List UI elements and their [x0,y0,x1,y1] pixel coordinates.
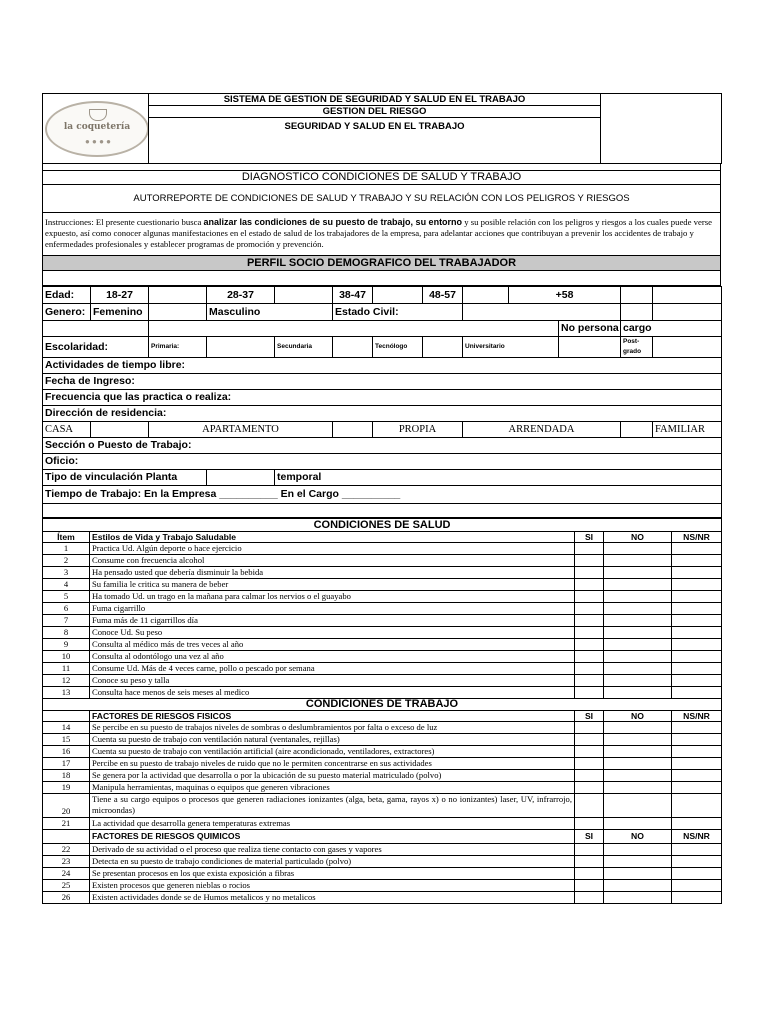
no-answer-cell[interactable] [604,879,672,891]
nsnr-answer-cell[interactable] [672,891,722,903]
question-text: Su familia le critica su manera de beber [90,578,575,590]
si-header-3: SI [575,829,604,843]
question-number: 21 [43,817,90,829]
si-answer-cell[interactable] [575,590,604,602]
nsnr-answer-cell[interactable] [672,721,722,733]
no-header: NO [604,531,672,542]
header-table [42,93,722,164]
nsnr-answer-cell[interactable] [672,662,722,674]
form-sheet [42,93,721,904]
si-answer-cell[interactable] [575,662,604,674]
nsnr-answer-cell[interactable] [672,542,722,554]
question-row [43,674,722,686]
nsnr-answer-cell[interactable] [672,590,722,602]
si-answer-cell[interactable] [575,626,604,638]
health-table [42,518,722,904]
no-answer-cell[interactable] [604,638,672,650]
technologist-option[interactable]: Tecnólogo [373,336,423,357]
question-row [43,662,722,674]
civil-status-label: Estado Civil: [333,303,463,320]
question-text: Derivado de su actividad o el proceso que realiza tiene contacto con gases y vapores [90,843,575,855]
code-cell [601,94,722,164]
question-text: Fuma más de 11 cigarrillos día [90,614,575,626]
question-number: 10 [43,650,90,662]
frequency-field[interactable]: Frecuencia que las practica o realiza: [43,389,722,405]
no-answer-cell[interactable] [604,614,672,626]
work-time-field[interactable]: Tiempo de Trabajo: En la Empresa __________ En el Cargo __________ [43,485,722,503]
question-row [43,602,722,614]
question-text: Consulta hace menos de seis meses al medico [90,686,575,698]
no-answer-cell[interactable] [604,843,672,855]
question-text: Se percibe en su puesto de trabajos niveles de sombras o deslumbramientos por falta o exceso de luz [90,721,575,733]
no-answer-cell[interactable] [604,674,672,686]
cargo-label: cargo [621,320,722,336]
no-answer-cell[interactable] [604,590,672,602]
question-row [43,686,722,698]
question-text: Detecta en su puesto de trabajo condiciones de material particulado (polvo) [90,855,575,867]
question-row [43,781,722,793]
question-row [43,566,722,578]
nsnr-header-2: NS/NR [672,710,722,721]
trade-field[interactable]: Oficio: [43,453,722,469]
nsnr-answer-cell[interactable] [672,566,722,578]
si-answer-cell[interactable] [575,721,604,733]
postgrad-option[interactable]: Post-grado [621,336,653,357]
question-row [43,614,722,626]
si-answer-cell[interactable] [575,638,604,650]
question-number: 18 [43,769,90,781]
contract-type-label: Tipo de vinculación Planta [43,469,207,485]
own-option[interactable]: PROPIA [373,421,463,437]
nsnr-answer-cell[interactable] [672,554,722,566]
si-answer-cell[interactable] [575,867,604,879]
system-title: SISTEMA DE GESTION DE SEGURIDAD Y SALUD EN EL TRABAJO [149,94,601,106]
question-text: Existen actividades donde se de Humos metalicos y no metalicos [90,891,575,903]
university-option[interactable]: Universitario [463,336,559,357]
si-answer-cell[interactable] [575,855,604,867]
nsnr-answer-cell[interactable] [672,879,722,891]
question-row [43,855,722,867]
question-text: La actividad que desarrolla genera temperaturas extremas [90,817,575,829]
hire-date-field[interactable]: Fecha de Ingreso: [43,373,722,389]
no-answer-cell[interactable] [604,566,672,578]
nsnr-answer-cell[interactable] [672,686,722,698]
question-row [43,542,722,554]
si-answer-cell[interactable] [575,674,604,686]
si-answer-cell[interactable] [575,781,604,793]
question-row [43,578,722,590]
nsnr-answer-cell[interactable] [672,650,722,662]
question-number: 3 [43,566,90,578]
lifestyle-header: Estilos de Vida y Trabajo Saludable [90,531,575,542]
nsnr-answer-cell[interactable] [672,638,722,650]
question-number: 24 [43,867,90,879]
si-answer-cell[interactable] [575,843,604,855]
profile-title: PERFIL SOCIO DEMOGRAFICO DEL TRABAJADOR [43,255,721,270]
question-number: 20 [43,793,90,817]
work-title: CONDICIONES DE TRABAJO [43,698,722,710]
company-logo: la coquetería ● ● ● ● [45,101,149,157]
health-rows [43,542,722,698]
address-field[interactable]: Dirección de residencia: [43,405,722,421]
question-text: Manipula herramientas, maquinas o equipos que generen vibraciones [90,781,575,793]
temporal-option[interactable]: temporal [275,469,722,485]
si-answer-cell[interactable] [575,554,604,566]
question-row [43,843,722,855]
no-header-3: NO [604,829,672,843]
secondary-option[interactable]: Secundaria [275,336,333,357]
si-header: SI [575,531,604,542]
nsnr-answer-cell[interactable] [672,578,722,590]
si-answer-cell[interactable] [575,566,604,578]
instructions: Instrucciones: El presente cuestionario busca analizar las condiciones de su puesto de trabajo, su entorno y su posible relación con los peligros y riesgos a los cuales puede verse expuesto, así como conocer algunas manifestaciones en el estado de salud de los trabajadores de la empresa, para adelantar acciones que contribuyan a prevenir los accidentes de trabajo y enfermedades profesionales y establecer programas de promoción y prevención. [43,212,721,255]
nsnr-answer-cell[interactable] [672,674,722,686]
question-number: 22 [43,843,90,855]
question-row [43,626,722,638]
question-number: 1 [43,542,90,554]
question-text: Ha tomado Ud. un trago en la mañana para calmar los nervios o el guayabo [90,590,575,602]
question-row [43,867,722,879]
question-text: Cuenta su puesto de trabajo con ventilación artificial (aire acondicionado, ventiladores, extractores) [90,745,575,757]
question-row [43,757,722,769]
question-text: Se genera por la actividad que desarrolla o por la ubicación de su puesto material matriculado (polvo) [90,769,575,781]
si-answer-cell[interactable] [575,817,604,829]
nsnr-answer-cell[interactable] [672,855,722,867]
si-answer-cell[interactable] [575,891,604,903]
si-answer-cell[interactable] [575,686,604,698]
si-answer-cell[interactable] [575,757,604,769]
question-row [43,879,722,891]
question-number: 11 [43,662,90,674]
question-number: 19 [43,781,90,793]
nsnr-answer-cell[interactable] [672,733,722,745]
no-answer-cell[interactable] [604,733,672,745]
nsnr-answer-cell[interactable] [672,781,722,793]
question-text: Conoce Ud. Su peso [90,626,575,638]
question-number: 2 [43,554,90,566]
house-option[interactable]: CASA [43,421,91,437]
item-header: Ítem [43,531,90,542]
age-18-27[interactable]: 18-27 [91,286,149,303]
no-answer-cell[interactable] [604,793,672,817]
question-row [43,590,722,602]
leisure-field[interactable]: Actividades de tiempo libre: [43,357,722,373]
question-number: 15 [43,733,90,745]
chemical-rows [43,843,722,903]
question-text: Consulta al odontólogo una vez al año [90,650,575,662]
female-option[interactable]: Femenino [91,303,149,320]
no-answer-cell[interactable] [604,554,672,566]
physical-header: FACTORES DE RIESGOS FISICOS [90,710,575,721]
no-answer-cell[interactable] [604,662,672,674]
apartment-option[interactable]: APARTAMENTO [149,421,333,437]
age-38-47[interactable]: 38-47 [333,286,373,303]
gender-label: Genero: [43,303,91,320]
question-text: Conoce su peso y talla [90,674,575,686]
chemical-header: FACTORES DE RIESGOS QUIMICOS [90,829,575,843]
question-text: Percibe en su puesto de trabajo niveles de ruido que no le permiten concentrarse en sus actividades [90,757,575,769]
question-text: Cuenta su puesto de trabajo con ventilación natural (ventanales, rejillas) [90,733,575,745]
no-answer-cell[interactable] [604,855,672,867]
si-answer-cell[interactable] [575,614,604,626]
question-row [43,554,722,566]
question-row [43,733,722,745]
question-text: Tiene a su cargo equipos o procesos que generen radiaciones ionizantes (alga, beta, gama, rayos x) o no ionizantes) laser, UV, infrarrojo, microondas) [90,793,575,817]
question-text: Ha pensado usted que debería disminuir la bebida [90,566,575,578]
nsnr-answer-cell[interactable] [672,793,722,817]
no-answer-cell[interactable] [604,757,672,769]
risk-mgmt-title: GESTION DEL RIESGO [149,106,601,118]
si-answer-cell[interactable] [575,769,604,781]
nsnr-answer-cell[interactable] [672,626,722,638]
no-answer-cell[interactable] [604,542,672,554]
family-option[interactable]: FAMILIAR [653,421,722,437]
si-answer-cell[interactable] [575,542,604,554]
question-row [43,650,722,662]
question-row [43,891,722,903]
question-number: 17 [43,757,90,769]
no-persona-label: No persona [559,320,621,336]
age-label: Edad: [43,286,91,303]
question-text: Consulta al médico más de tres veces al año [90,638,575,650]
cup-icon [89,109,107,121]
question-number: 4 [43,578,90,590]
beans-icon: ● ● ● ● [85,136,111,146]
question-row [43,817,722,829]
nsnr-answer-cell[interactable] [672,745,722,757]
nsnr-header: NS/NR [672,531,722,542]
si-answer-cell[interactable] [575,650,604,662]
no-answer-cell[interactable] [604,867,672,879]
question-text: Se presentan procesos en los que exista exposición a fibras [90,867,575,879]
no-answer-cell[interactable] [604,721,672,733]
question-number: 14 [43,721,90,733]
question-row [43,638,722,650]
no-header-2: NO [604,710,672,721]
age-48-57[interactable]: 48-57 [423,286,463,303]
no-answer-cell[interactable] [604,578,672,590]
question-number: 23 [43,855,90,867]
question-number: 9 [43,638,90,650]
no-answer-cell[interactable] [604,769,672,781]
form-title: DIAGNOSTICO CONDICIONES DE SALUD Y TRABAJO [43,170,721,184]
age-28-37[interactable]: 28-37 [207,286,275,303]
question-row [43,769,722,781]
question-number: 26 [43,891,90,903]
question-text: Practica Ud. Algún deporte o hace ejercicio [90,542,575,554]
primary-option[interactable]: Primaria: [149,336,207,357]
nsnr-answer-cell[interactable] [672,769,722,781]
nsnr-answer-cell[interactable] [672,843,722,855]
health-title: CONDICIONES DE SALUD [43,518,722,531]
nsnr-answer-cell[interactable] [672,757,722,769]
question-text: Fuma cigarrillo [90,602,575,614]
question-text: Consume con frecuencia alcohol [90,554,575,566]
question-number: 6 [43,602,90,614]
question-number: 5 [43,590,90,602]
question-text: Existen procesos que generen nieblas o rocios [90,879,575,891]
question-number: 16 [43,745,90,757]
no-answer-cell[interactable] [604,626,672,638]
no-answer-cell[interactable] [604,686,672,698]
no-answer-cell[interactable] [604,817,672,829]
no-answer-cell[interactable] [604,602,672,614]
question-row [43,745,722,757]
question-row [43,721,722,733]
si-answer-cell[interactable] [575,793,604,817]
si-answer-cell[interactable] [575,602,604,614]
physical-rows [43,721,722,829]
logo-cell [43,94,149,164]
nsnr-answer-cell[interactable] [672,817,722,829]
no-answer-cell[interactable] [604,781,672,793]
si-answer-cell[interactable] [575,733,604,745]
age-58[interactable]: +58 [509,286,621,303]
question-number: 7 [43,614,90,626]
profile-table [42,286,722,518]
education-label: Escolaridad: [43,336,149,357]
rented-option[interactable]: ARRENDADA [463,421,621,437]
question-number: 13 [43,686,90,698]
no-answer-cell[interactable] [604,745,672,757]
question-number: 8 [43,626,90,638]
question-text: Consume Ud. Más de 4 veces carne, pollo o pescado por semana [90,662,575,674]
no-answer-cell[interactable] [604,891,672,903]
title-table [42,164,721,286]
nsnr-answer-cell[interactable] [672,614,722,626]
no-answer-cell[interactable] [604,650,672,662]
question-row [43,793,722,817]
si-answer-cell[interactable] [575,578,604,590]
nsnr-answer-cell[interactable] [672,602,722,614]
question-number: 25 [43,879,90,891]
sst-title: SEGURIDAD Y SALUD EN EL TRABAJO [149,118,601,164]
form-subtitle: AUTORREPORTE DE CONDICIONES DE SALUD Y TRABAJO Y SU RELACIÓN CON LOS PELIGROS Y RIESGOS [43,184,721,212]
nsnr-answer-cell[interactable] [672,867,722,879]
nsnr-header-3: NS/NR [672,829,722,843]
section-field[interactable]: Sección o Puesto de Trabajo: [43,437,722,453]
si-header-2: SI [575,710,604,721]
si-answer-cell[interactable] [575,879,604,891]
male-option[interactable]: Masculino [207,303,333,320]
si-answer-cell[interactable] [575,745,604,757]
question-number: 12 [43,674,90,686]
